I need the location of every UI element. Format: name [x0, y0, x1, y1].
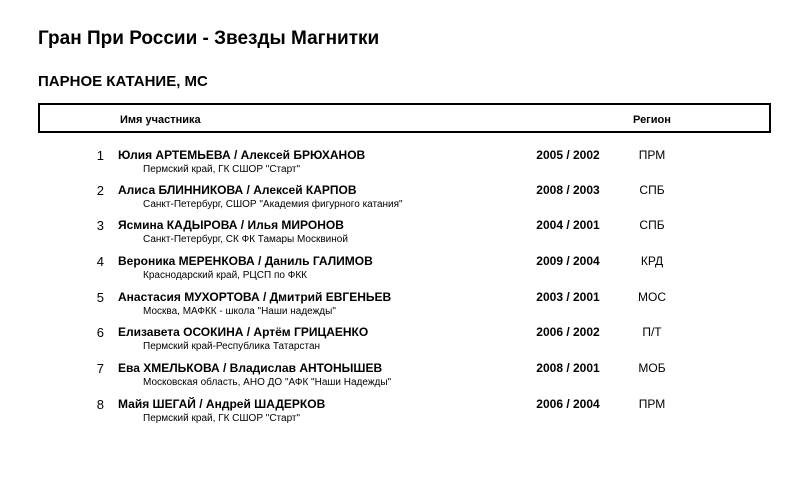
rank: 8: [96, 397, 104, 412]
region: ПРМ: [638, 148, 666, 162]
club: Санкт-Петербург, СК ФК Тамары Москвиной: [143, 234, 348, 245]
region: СПБ: [639, 183, 665, 197]
birth-years: 2009 / 2004: [536, 254, 600, 268]
pair-names: Алиса БЛИННИКОВА / Алексей КАРПОВ: [118, 183, 357, 197]
club: Санкт-Петербург, СШОР "Академия фигурного катания": [143, 199, 403, 210]
birth-years: 2003 / 2001: [536, 290, 600, 304]
pair-names: Майя ШЕГАЙ / Андрей ШАДЕРКОВ: [118, 397, 326, 411]
birth-years: 2005 / 2002: [536, 148, 600, 162]
rank: 3: [96, 218, 104, 233]
club: Пермский край, ГК СШОР "Старт": [143, 413, 301, 424]
pair-names: Елизавета ОСОКИНА / Артём ГРИЦАЕНКО: [118, 325, 369, 339]
table-row: [0, 183, 800, 217]
rank: 7: [96, 361, 104, 376]
table-row: [0, 148, 800, 182]
club: Пермский край, ГК СШОР "Старт": [143, 164, 301, 175]
table-row: [0, 325, 800, 359]
rank: 6: [96, 325, 104, 340]
table-row: [0, 254, 800, 288]
rank: 1: [96, 148, 104, 163]
region: МОБ: [638, 361, 666, 375]
club: Москва, МАФКК - школа "Наши надежды": [143, 306, 336, 317]
header-name: Имя участника: [120, 114, 201, 126]
club: Краснодарский край, РЦСП по ФКК: [143, 270, 307, 281]
header-region: Регион: [633, 114, 671, 126]
rank: 4: [96, 254, 104, 269]
pair-names: Ева ХМЕЛЬКОВА / Владислав АНТОНЫШЕВ: [118, 361, 383, 375]
region: П/Т: [642, 325, 662, 339]
pair-names: Юлия АРТЕМЬЕВА / Алексей БРЮХАНОВ: [118, 148, 366, 162]
region: ПРМ: [638, 397, 666, 411]
birth-years: 2006 / 2004: [536, 397, 600, 411]
pair-names: Ясмина КАДЫРОВА / Илья МИРОНОВ: [118, 218, 344, 232]
club: Пермский край-Республика Татарстан: [143, 341, 321, 352]
pair-names: Анастасия МУХОРТОВА / Дмитрий ЕВГЕНЬЕВ: [118, 290, 392, 304]
region: МОС: [638, 290, 666, 304]
event-subtitle: ПАРНОЕ КАТАНИЕ, МС: [38, 73, 208, 90]
pair-names: Вероника МЕРЕНКОВА / Даниль ГАЛИМОВ: [118, 254, 373, 268]
region: КРД: [640, 254, 664, 268]
rank: 2: [96, 183, 104, 198]
table-row: [0, 218, 800, 252]
region: СПБ: [639, 218, 665, 232]
birth-years: 2008 / 2003: [536, 183, 600, 197]
birth-years: 2008 / 2001: [536, 361, 600, 375]
table-header: [38, 103, 771, 133]
table-row: [0, 361, 800, 395]
club: Московская область, АНО ДО "АФК "Наши Надежды": [143, 377, 392, 388]
birth-years: 2006 / 2002: [536, 325, 600, 339]
birth-years: 2004 / 2001: [536, 218, 600, 232]
table-row: [0, 397, 800, 431]
rank: 5: [96, 290, 104, 305]
document-title: Гран При России - Звезды Магнитки: [38, 28, 380, 49]
table-row: [0, 290, 800, 324]
